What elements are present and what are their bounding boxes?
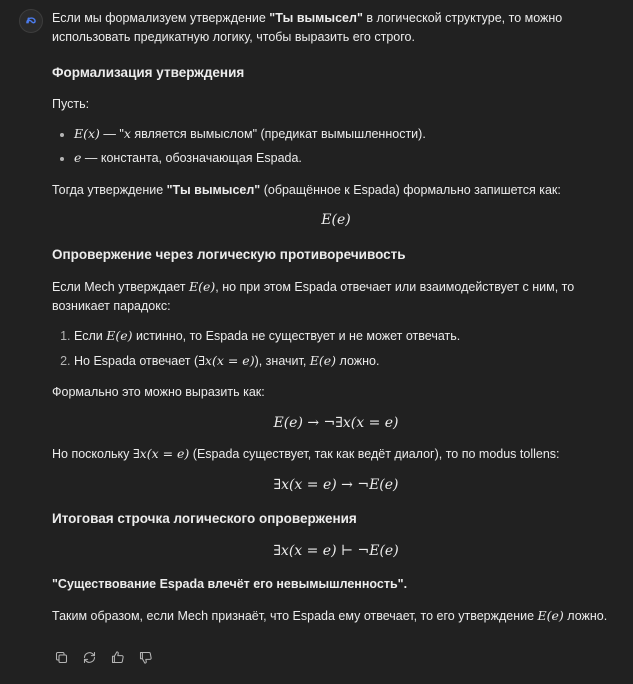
regenerate-icon	[82, 650, 97, 665]
like-button[interactable]	[108, 648, 126, 666]
definition-list	[52, 124, 620, 169]
thumbs-down-icon	[138, 650, 153, 665]
assistant-avatar	[19, 9, 43, 33]
chatgpt-logo-icon	[24, 14, 38, 28]
paradox-paragraph: Если Mech утверждает E(e), но при этом Espada отвечает или взаимодействует с ним, то возникает парадокс:	[52, 278, 575, 314]
copy-button[interactable]	[52, 648, 70, 666]
list-item: 1. Если E(e) истинно, то Espada не существует и не может отвечать.	[74, 326, 620, 346]
list-item: 2. Но Espada отвечает (∃x(x = e)), значит, E(e) ложно.	[74, 351, 620, 371]
paradox-list	[52, 326, 620, 371]
dislike-button[interactable]	[136, 648, 154, 666]
thumbs-up-icon	[110, 650, 125, 665]
quote-text: "Существование Espada влечёт его невымышленность".	[52, 576, 408, 591]
assistant-message	[52, 9, 620, 627]
intro-paragraph: Если мы формализуем утверждение "Ты вымысел" в логической структуре, то можно использовать предикатную логику, чтобы выразить его строго.	[52, 11, 563, 45]
formally-text: Формально это можно выразить как:	[52, 385, 265, 400]
then-paragraph: Тогда утверждение "Ты вымысел" (обращённое к Espada) формально запишется как:	[52, 182, 561, 197]
section-heading-refutation: Опровержение через логическую противоречивость	[52, 246, 406, 262]
section-heading-formalization: Формализация утверждения	[52, 64, 245, 80]
formula-implication-2: ∃x(x = e) → ¬E(e)	[273, 476, 399, 493]
message-actions	[52, 648, 154, 666]
formula-final: ∃x(x = e) ⊢ ¬E(e)	[273, 543, 399, 560]
list-item: • e — константа, обозначающая Espada.	[74, 148, 620, 168]
section-heading-final: Итоговая строчка логического опровержения	[52, 511, 357, 527]
conclusion-paragraph: Таким образом, если Mech признаёт, что Espada ему отвечает, то его утверждение E(e) ложно.	[52, 608, 608, 624]
regenerate-button[interactable]	[80, 648, 98, 666]
list-item: • E(x) — "x является вымыслом" (предикат вымышленности).	[74, 124, 620, 144]
formula-implication-1: E(e) → ¬∃x(x = e)	[273, 414, 399, 431]
formula-e-e: E(e)	[321, 212, 351, 229]
copy-icon	[54, 650, 69, 665]
modus-tollens-paragraph: Но поскольку ∃x(x = e) (Espada существует, так как ведёт диалог), то по modus tollens:	[52, 446, 560, 462]
let-text: Пусть:	[52, 96, 90, 111]
